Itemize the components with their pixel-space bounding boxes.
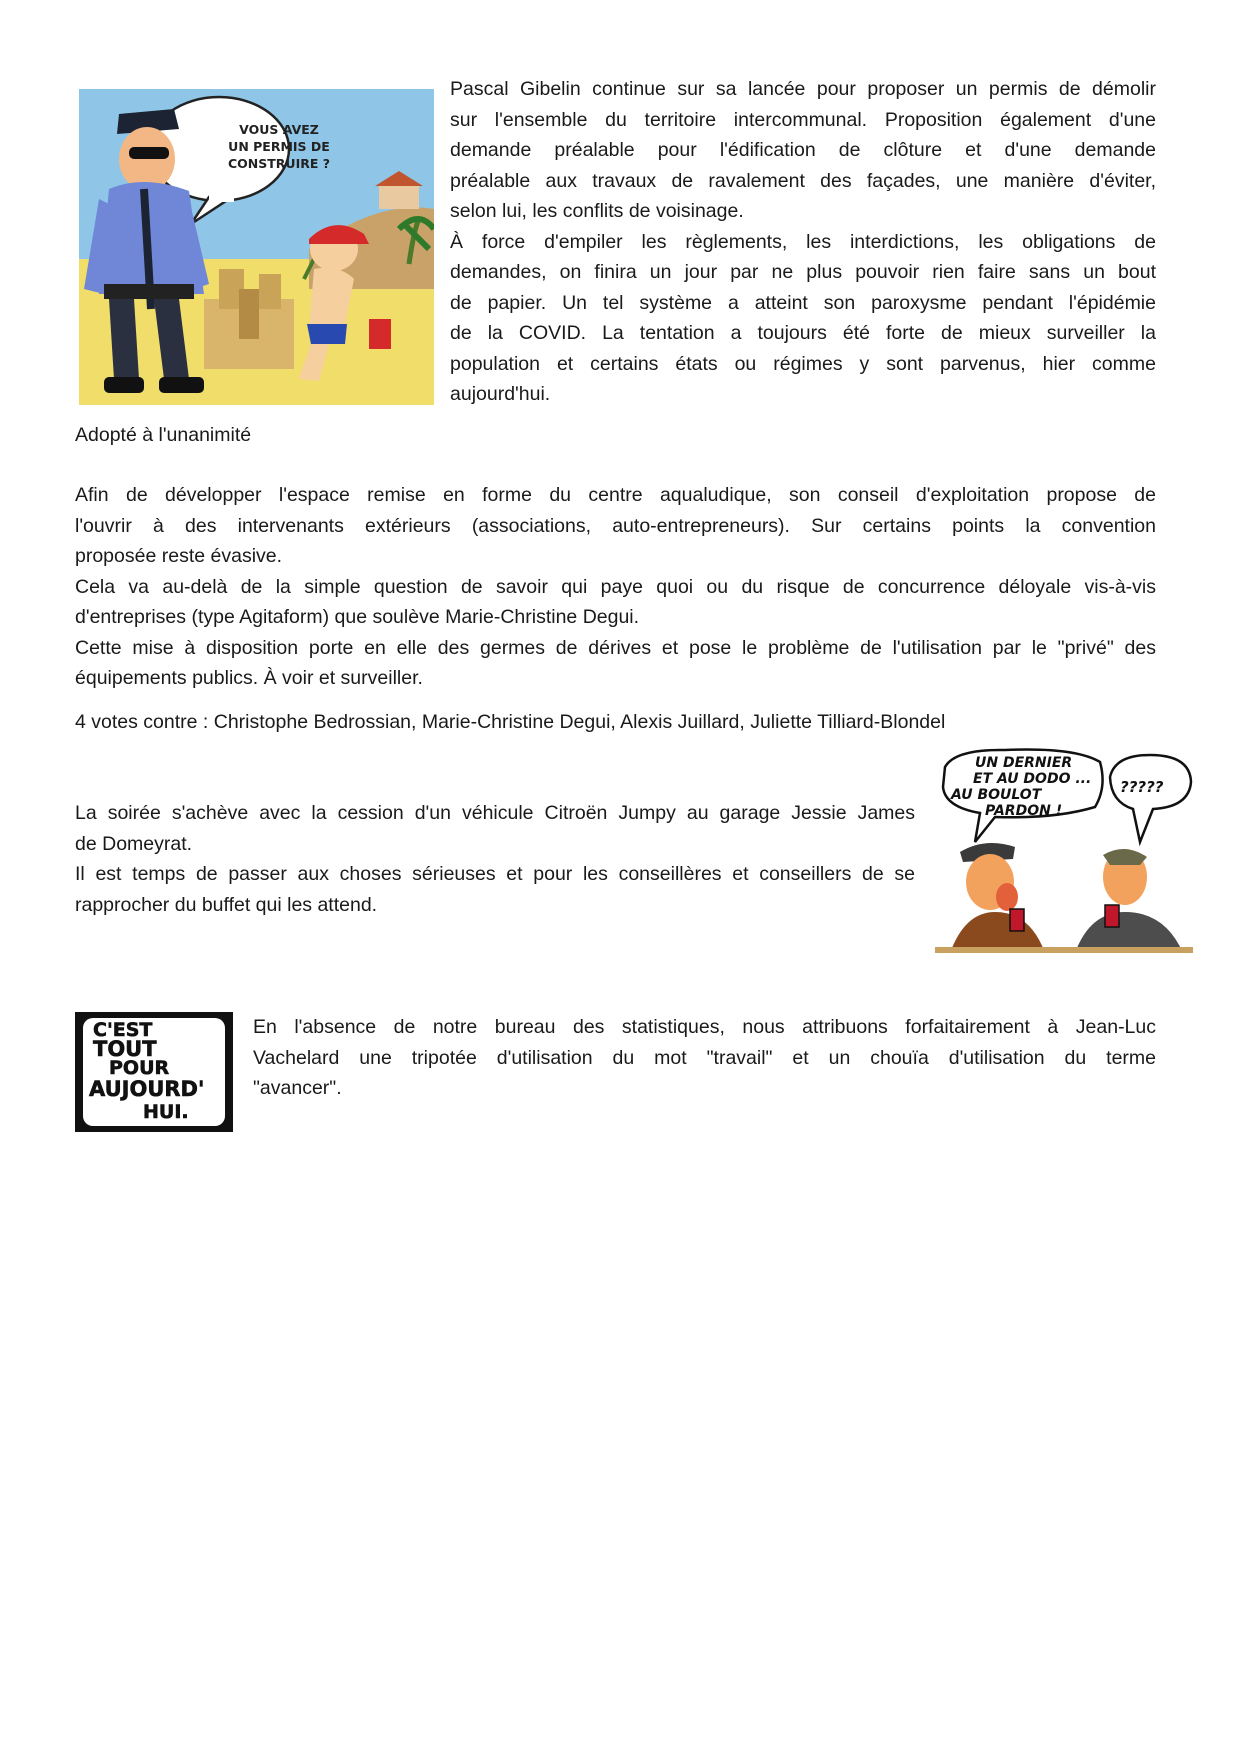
police-cartoon-icon	[79, 89, 434, 405]
section2-line: équipements publics. À voir et surveiller.	[75, 667, 423, 689]
section4-line: Vachelard une tripotée d'utilisation du mot "travail" et un chouïa d'utilisation du terme	[253, 1046, 1156, 1069]
section2-line: l'ouvrir à des intervenants extérieurs (associations, auto-entrepreneurs). Sur certains points la convention	[75, 514, 1156, 537]
cartoon2-bubble-left-line-1: UN DERNIER	[975, 755, 1073, 771]
section4-paragraph	[253, 1012, 1156, 1104]
cartoon1-bubble-line-1: VOUS AVEZ	[239, 122, 319, 137]
section1-line: demande préalable pour l'édification de clôture et d'une demande	[450, 139, 1156, 161]
badge-line-5: HUI.	[143, 1101, 189, 1123]
cartoon2-bubble-left-line-4: PARDON !	[985, 803, 1063, 819]
cartoon2-bubble-left-line-3: AU BOULOT	[951, 787, 1042, 803]
cartoon1-bubble-line-2: UN PERMIS DE	[228, 139, 330, 154]
section1-line: préalable aux travaux de ravalement des façades, une manière d'éviter,	[450, 169, 1156, 192]
section1-line: population et certains états ou régimes y sont parvenus, hier comme	[450, 352, 1156, 375]
badge-line-4: AUJOURD'	[89, 1077, 205, 1101]
section2-line: Cette mise à disposition porte en elle des germes de dérives et pose le problème de l'utilisation par le "privé" des	[75, 636, 1156, 659]
badge-line-3: POUR	[109, 1057, 170, 1079]
badge-line-1: C'EST	[93, 1019, 153, 1041]
cartoon2-bubble-right: ?????	[1120, 778, 1164, 796]
section2-line: Cela va au-delà de la simple question de savoir qui paye quoi ou du risque de concurrence déloyale vis-à-vis	[75, 575, 1156, 598]
section3-line: Il est temps de passer aux choses sérieuses et pour les conseillères et conseillers de se	[75, 863, 915, 885]
section1-line: À force d'empiler les règlements, les interdictions, les obligations de	[450, 230, 1156, 253]
section2-line: proposée reste évasive.	[75, 545, 283, 567]
section1-line: aujourd'hui.	[450, 383, 551, 405]
section1-line: selon lui, les conflits de voisinage.	[450, 200, 744, 222]
section3-paragraph	[75, 798, 915, 920]
section2-paragraph	[75, 480, 1156, 694]
badge-line-2: TOUT	[93, 1037, 157, 1061]
cartoon1-bubble-line-3: CONSTRUIRE ?	[228, 156, 330, 171]
section1-line: de papier. Un tel système a atteint son paroxysme pendant l'épidémie	[450, 291, 1156, 314]
section2-line: d'entreprises (type Agitaform) que soulève Marie-Christine Degui.	[75, 606, 640, 628]
section2-vote: 4 votes contre : Christophe Bedrossian, Marie-Christine Degui, Alexis Juillard, Juliette Tilliard-Blondel	[75, 711, 946, 733]
section1-line: Pascal Gibelin continue sur sa lancée pour proposer un permis de démolir	[450, 78, 1156, 100]
drinking-men-cartoon-icon	[935, 747, 1193, 953]
section4-line: "avancer".	[253, 1077, 342, 1099]
section2-line: Afin de développer l'espace remise en forme du centre aqualudique, son conseil d'exploitation propose de	[75, 484, 1156, 506]
section1-paragraph	[450, 74, 1156, 410]
section1-line: sur l'ensemble du territoire intercommunal. Proposition également d'une	[450, 108, 1156, 131]
section1-line: demandes, on finira un jour par ne plus pouvoir rien faire sans un bout	[450, 261, 1156, 283]
section1-vote: Adopté à l'unanimité	[75, 424, 252, 446]
section3-line: La soirée s'achève avec la cession d'un véhicule Citroën Jumpy au garage Jessie James	[75, 802, 915, 824]
section4-line: En l'absence de notre bureau des statistiques, nous attribuons forfaitairement à Jean-Luc	[253, 1016, 1156, 1038]
cest-tout-pour-aujourdhui-icon	[75, 1012, 233, 1132]
section1-line: de la COVID. La tentation a toujours été forte de mieux surveiller la	[450, 322, 1156, 344]
section3-line: rapprocher du buffet qui les attend.	[75, 893, 378, 916]
cartoon2-bubble-left-line-2: ET AU DODO ...	[973, 771, 1092, 787]
section3-line: de Domeyrat.	[75, 832, 193, 855]
